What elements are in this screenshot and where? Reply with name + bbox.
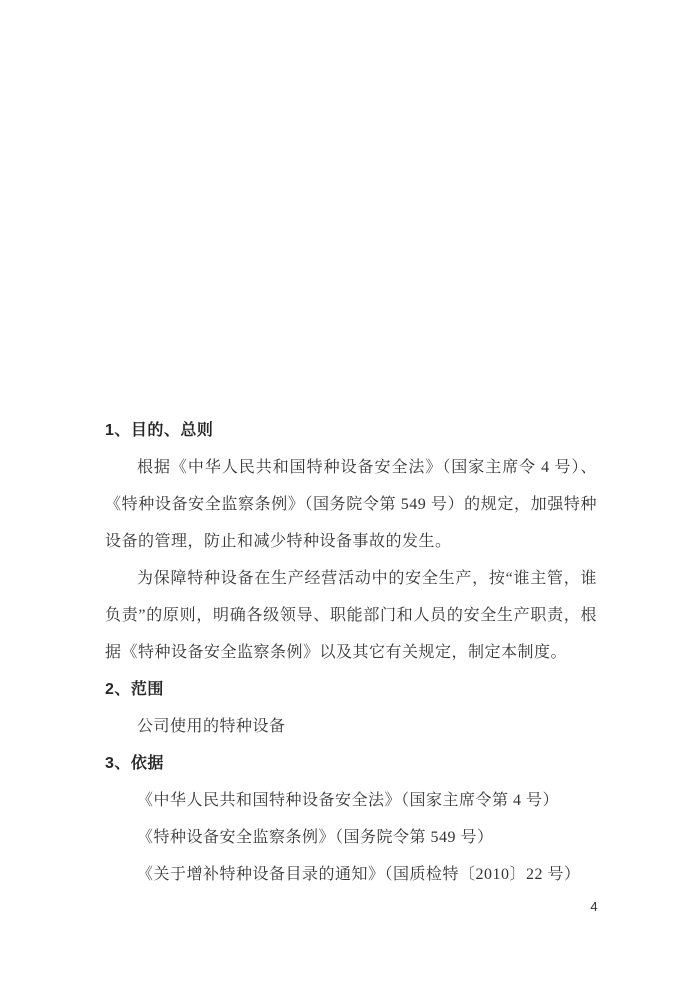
section-heading-purpose: 1、目的、总则 xyxy=(105,422,214,439)
section-heading-scope: 2、范围 xyxy=(105,681,164,698)
section-heading-basis: 3、依据 xyxy=(105,755,164,772)
reference-item-3: 《关于增补特种设备目录的通知》（国质检特〔2010〕22 号） xyxy=(137,866,581,883)
paragraph-purpose-1: 根据《中华人民共和国特种设备安全法》（国家主席令 4 号）、《特种设备安全监察条例》（国务院令第 549 号）的规定，加强特种设备的管理，防止和减少特种设备事故的发生。 xyxy=(105,459,597,550)
page-number: 4 xyxy=(590,899,598,914)
paragraph-scope: 公司使用的特种设备 xyxy=(137,718,286,735)
document-body xyxy=(105,412,597,893)
reference-item-1: 《中华人民共和国特种设备安全法》（国家主席令第 4 号） xyxy=(137,792,560,809)
paragraph-purpose-2: 为保障特种设备在生产经营活动中的安全生产，按“谁主管，谁负责”的原则，明确各级领导、职能部门和人员的安全生产职责，根据《特种设备安全监察条例》以及其它有关规定，制定本制度。 xyxy=(105,570,597,661)
reference-item-2: 《特种设备安全监察条例》（国务院令第 549 号） xyxy=(137,829,494,846)
page-footer xyxy=(584,899,604,914)
